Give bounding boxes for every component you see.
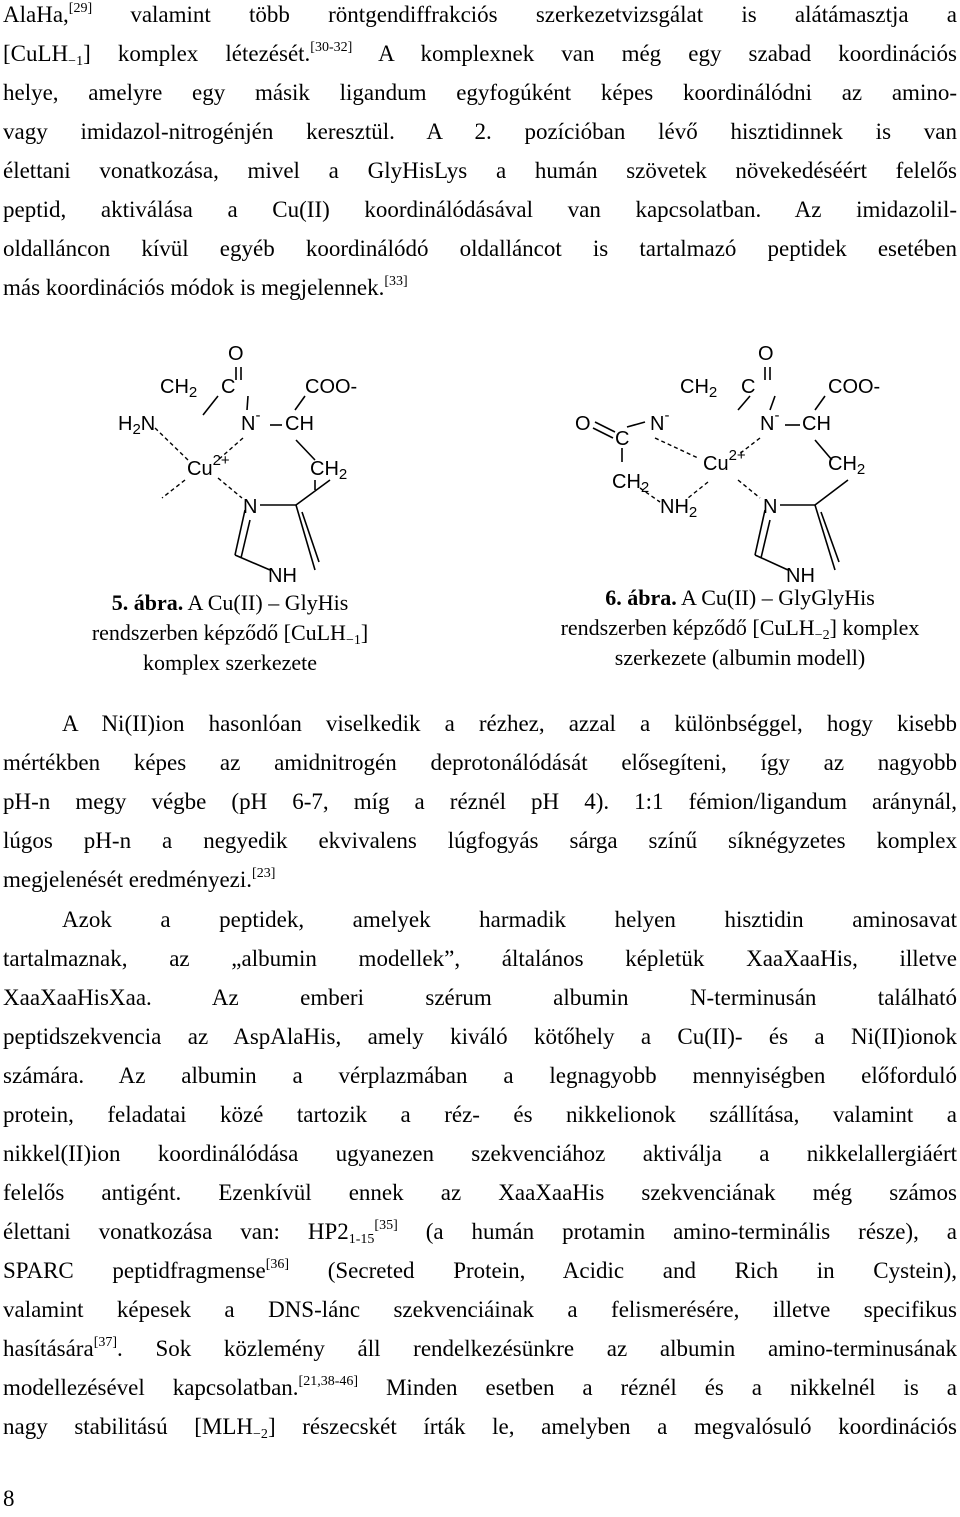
text-line: peptidszekvencia az AspAlaHis, amely kiváló kötőhely a Cu(II)- és a Ni(II)ionok xyxy=(3,1024,957,1049)
text-line: számára. Az albumin a vérplazmában a legnagyobb mennyiségben előforduló xyxy=(3,1063,957,1088)
carboxylate-label: COO- xyxy=(305,376,358,398)
o-top-label: O xyxy=(758,343,774,365)
figure-5-caption: 5. ábra. A Cu(II) – GlyHis rendszerben képződő [CuLH$_{-1}$] komplex szerkezete xyxy=(91,590,369,675)
carboxylate-label: COO- xyxy=(828,376,881,398)
figure-6-caption: 6. ábra. A Cu(II) – GlyGlyHis rendszerben képződő [CuLH$_{-2}$] komplex szerkezete (albumin modell) xyxy=(560,585,920,670)
carbon-label: C xyxy=(741,376,756,398)
paragraph-1 xyxy=(3,0,957,307)
text-line: felelős antigént. Ezenkívül ennek az XaaXaaHis szekvenciának még számos xyxy=(3,1180,957,1205)
carbonyl-o-label: O xyxy=(575,413,591,435)
page-number: 8 xyxy=(3,1486,15,1511)
imidazole-nh-label: NH xyxy=(268,565,297,587)
paragraph-2 xyxy=(3,704,957,899)
amide-n1-label: N- xyxy=(650,407,670,435)
carbonyl-c-label: C xyxy=(615,428,630,450)
amino-nh2-label: $NH_2$ xyxy=(660,496,698,521)
text-line: más koordinációs módok is megjelennek.[33] xyxy=(3,274,408,300)
text-line: vagy imidazol-nitrogénjén keresztül. A 2. pozícióban lévő hisztidinnek is van xyxy=(3,119,957,144)
ch-label: CH xyxy=(802,413,831,435)
figure-6-structure xyxy=(560,330,900,590)
ch2-label: $CH_2$ xyxy=(680,376,718,401)
text-line: lúgos pH-n a negyedik ekvivalens lúgfogyás sárga színű síknégyzetes komplex xyxy=(3,828,957,853)
figure-5-structure xyxy=(100,330,420,595)
ch2-right-label: $CH_2$ xyxy=(828,453,866,478)
copper-label: $Cu^{2+}$ xyxy=(703,447,746,475)
ch2-label: $CH_2$ xyxy=(160,376,198,401)
paragraph-3 xyxy=(3,900,957,1446)
text-line: valamint képesek a DNS-lánc szekvenciáinak a felismerésére, illetve specifikus xyxy=(3,1297,957,1322)
ch2-side-label: $CH_2$ xyxy=(310,458,348,483)
text-line: nagy stabilitású $[MLH_{-2}]$ részecskét írták le, amelyben a megvalósuló koordinációs xyxy=(3,1414,958,1442)
text-line: XaaXaaHisXaa. Az emberi szérum albumin N-terminusán található xyxy=(3,985,957,1010)
text-line: mértékben képes az amidnitrogén deprotonálódását elősegíteni, így az nagyobb xyxy=(3,750,957,775)
text-line: tartalmaznak, az „albumin modellek”, általános képletük XaaXaaHis, illetve xyxy=(3,946,957,971)
text-line: protein, feladatai közé tartozik a réz- és nikkelionok szállítása, valamint a xyxy=(3,1102,957,1127)
o-top-label: O xyxy=(228,343,244,365)
imidazole-nh-label: NH xyxy=(786,565,815,587)
imidazole-n-label: N xyxy=(763,496,778,518)
text-line: megjelenését eredményezi.[23] xyxy=(3,866,276,892)
ch2-left-label: $CH_2$ xyxy=(612,471,650,496)
copper-label: $Cu^{2+}$ xyxy=(187,452,230,480)
text-line: A Ni(II)ion hasonlóan viselkedik a rézhez, azzal a különbséggel, hogy kisebb xyxy=(62,711,957,736)
text-line: hasítására[37]. Sok közlemény áll rendelkezésünkre az albumin amino-terminusának xyxy=(3,1335,957,1361)
text-line: [CuLH$_{-1}$] komplex létezését.[30-32] A komplexnek van még egy szabad koordinációs xyxy=(3,40,957,69)
text-line: AlaHa,[29] valamint több röntgendiffrakciós szerkezetvizsgálat is alátámasztja a xyxy=(3,1,957,27)
amino-n-label: $H_2N$ xyxy=(118,413,156,438)
text-line: Azok a peptidek, amelyek harmadik helyen hisztidin aminosavat xyxy=(62,907,957,932)
text-line: nikkel(II)ion koordinálódása ugyanezen szekvenciához aktiválja a nikkelallergiáért xyxy=(3,1141,957,1166)
carbon-label: C xyxy=(221,376,236,398)
amide-n2-label: N- xyxy=(760,407,780,435)
text-line: élettani vonatkozása, mivel a GlyHisLys a humán szövetek növekedéséért felelős xyxy=(3,158,957,183)
text-line: peptid, aktiválása a Cu(II) koordinálódásával van kapcsolatban. Az imidazolil- xyxy=(3,197,957,222)
text-line: modellezésével kapcsolatban.[21,38-46] Minden esetben a réznél és a nikkelnél is a xyxy=(3,1374,957,1400)
imidazole-n-label: N xyxy=(243,496,258,518)
text-line: oldalláncon kívül egyéb koordinálódó oldalláncot is tartalmazó peptidek esetében xyxy=(3,236,957,261)
amide-n-label: N- xyxy=(241,407,261,435)
text-line: SPARC peptidfragmense[36] (Secreted Protein, Acidic and Rich in Cystein), xyxy=(3,1257,957,1283)
ch-label: CH xyxy=(285,413,314,435)
text-line: élettani vonatkozása van: $HP2_{1-15}[35]$ (a humán protamin amino-terminális része), a xyxy=(3,1218,957,1247)
text-line: helye, amelyre egy másik ligandum egyfogúként képes koordinálódni az amino- xyxy=(3,80,957,105)
text-line: pH-n megy végbe (pH 6-7, míg a réznél pH 4). 1:1 fémion/ligandum aránynál, xyxy=(3,789,957,814)
